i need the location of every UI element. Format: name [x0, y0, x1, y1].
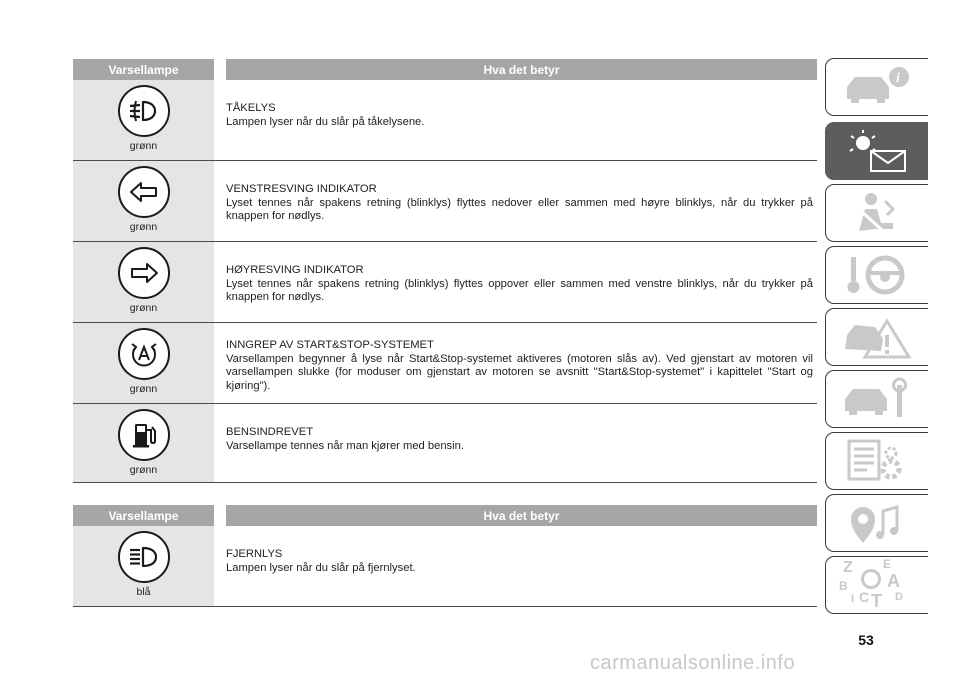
light-color: grønn — [129, 383, 158, 395]
light-color: grønn — [129, 140, 158, 152]
light-description: Lampen lyser når du slår på tåkelysene. — [226, 115, 425, 128]
seat-safety-icon — [837, 189, 917, 237]
table-row — [73, 404, 817, 483]
steering-wheel-key-icon — [837, 251, 917, 299]
tab-emergency[interactable] — [825, 308, 928, 366]
light-color: blå — [136, 586, 151, 598]
tab-car-info[interactable] — [825, 58, 928, 116]
light-color: grønn — [129, 464, 158, 476]
car-emergency-icon — [837, 313, 917, 361]
watermark: carmanualsonline.info — [590, 652, 796, 674]
header-meaning: Hva det betyr — [226, 59, 817, 80]
light-title: INNGREP AV START&STOP-SYSTEMET — [226, 339, 434, 351]
light-description: Lyset tennes når spakens retning (blinklys) flyttes oppover eller sammen med venstre blinklys, når du trykker på knappen for nødlys. — [226, 277, 813, 303]
light-title: TÅKELYS — [226, 102, 276, 114]
left-arrow-icon — [118, 166, 170, 218]
alphabetical-index-icon: Z E A B C T D I — [839, 557, 903, 611]
light-description: Varsellampen begynner å lyse når Start&Stop-systemet aktiveres (motoren slås av). Ved gjenstart av motoren vil varsellampen slukke (for moduser om gjenstart av motoren se avsnitt "Start&Stop-systemet" i kapittelet "Start og kjøring"). — [226, 352, 813, 392]
header-meaning: Hva det betyr — [226, 505, 817, 526]
table-header — [73, 59, 817, 80]
tab-multimedia[interactable] — [825, 494, 928, 552]
table-row — [73, 526, 817, 607]
technical-data-icon — [837, 437, 917, 485]
light-title: FJERNLYS — [226, 548, 283, 560]
warning-lights-table-1 — [73, 59, 817, 483]
fog-light-icon — [118, 85, 170, 137]
light-title: BENSINDREVET — [226, 426, 314, 438]
light-color: grønn — [129, 302, 158, 314]
header-warning-light: Varsellampe — [73, 505, 214, 526]
high-beam-icon — [118, 531, 170, 583]
page-number: 53 — [858, 632, 874, 648]
light-description: Lampen lyser når du slår på fjernlyset. — [226, 561, 416, 574]
light-title: VENSTRESVING INDIKATOR — [226, 183, 377, 195]
light-title: HØYRESVING INDIKATOR — [226, 264, 364, 276]
start-stop-icon — [118, 328, 170, 380]
table-header — [73, 505, 817, 526]
svg-text:i: i — [896, 71, 900, 86]
header-warning-light: Varsellampe — [73, 59, 214, 80]
car-maintenance-icon — [837, 375, 917, 423]
multimedia-icon — [837, 499, 917, 547]
warning-lights-table-2 — [73, 505, 817, 607]
warning-light-message-icon — [837, 127, 917, 175]
table-row — [73, 161, 817, 242]
tab-technical-data[interactable] — [825, 432, 928, 490]
tab-safety[interactable] — [825, 184, 928, 242]
right-arrow-icon — [118, 247, 170, 299]
tab-index[interactable] — [825, 556, 928, 614]
table-row — [73, 80, 817, 161]
light-description: Varsellampe tennes når man kjører med bensin. — [226, 439, 464, 452]
light-description: Lyset tennes når spakens retning (blinklys) flyttes nedover eller sammen med høyre blinklys, når du trykker på knappen for nødlys. — [226, 196, 813, 222]
car-info-icon — [837, 63, 917, 111]
table-row — [73, 323, 817, 404]
fuel-pump-icon — [118, 409, 170, 461]
tab-starting-driving[interactable] — [825, 246, 928, 304]
light-color: grønn — [129, 221, 158, 233]
tab-warning-lights[interactable] — [825, 122, 928, 180]
table-row — [73, 242, 817, 323]
tab-maintenance[interactable] — [825, 370, 928, 428]
